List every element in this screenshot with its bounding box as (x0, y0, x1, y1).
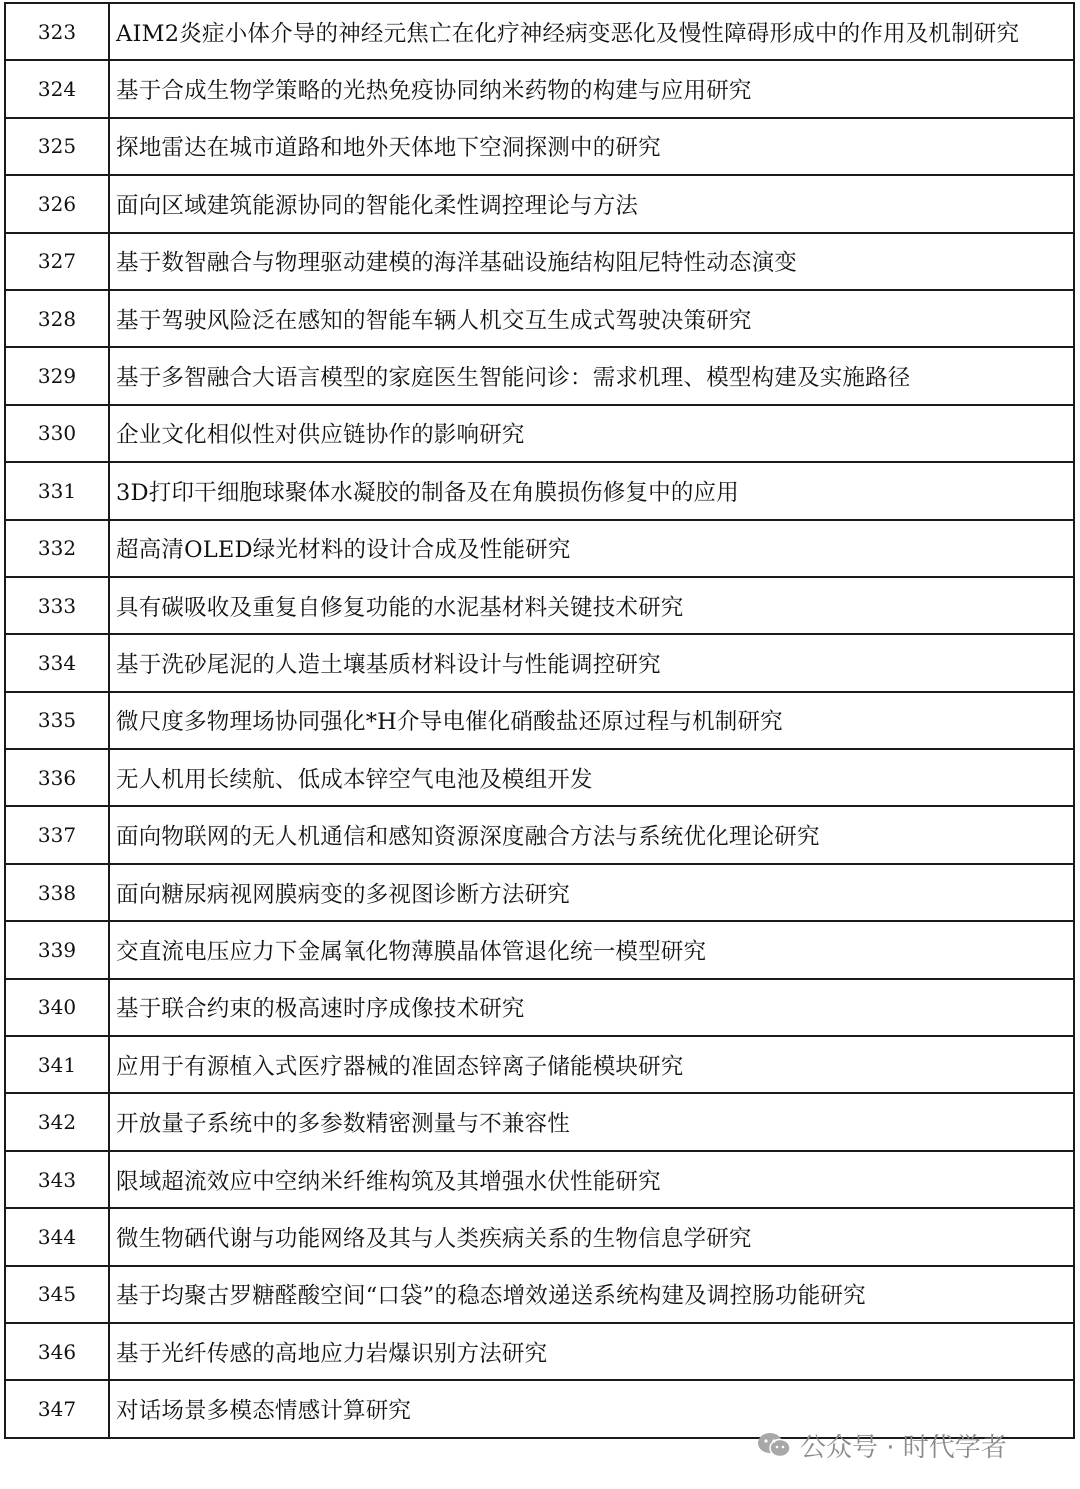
table-row (5, 1323, 1074, 1380)
project-title: 基于合成生物学策略的光热免疫协同纳米药物的构建与应用研究 (109, 60, 1074, 117)
row-number: 324 (5, 60, 109, 117)
project-title: 面向区域建筑能源协同的智能化柔性调控理论与方法 (109, 175, 1074, 232)
table-row (5, 1036, 1074, 1093)
project-title: 超高清OLED绿光材料的设计合成及性能研究 (109, 520, 1074, 577)
row-number: 347 (5, 1380, 109, 1437)
table-row (5, 806, 1074, 863)
project-title: 应用于有源植入式医疗器械的准固态锌离子储能模块研究 (109, 1036, 1074, 1093)
wechat-icon (756, 1431, 792, 1459)
project-title: 基于数智融合与物理驱动建模的海洋基础设施结构阻尼特性动态演变 (109, 233, 1074, 290)
row-number: 333 (5, 577, 109, 634)
table-row (5, 175, 1074, 232)
row-number: 343 (5, 1151, 109, 1208)
project-title: 基于洗砂尾泥的人造土壤基质材料设计与性能调控研究 (109, 634, 1074, 691)
project-title: 基于多智融合大语言模型的家庭医生智能问诊：需求机理、模型构建及实施路径 (109, 347, 1074, 404)
table-row (5, 347, 1074, 404)
row-number: 344 (5, 1208, 109, 1265)
table-row (5, 634, 1074, 691)
row-number: 332 (5, 520, 109, 577)
table-row (5, 577, 1074, 634)
table-row (5, 405, 1074, 462)
row-number: 328 (5, 290, 109, 347)
row-number: 337 (5, 806, 109, 863)
row-number: 339 (5, 921, 109, 978)
row-number: 326 (5, 175, 109, 232)
project-table (4, 2, 1075, 1439)
row-number: 335 (5, 692, 109, 749)
row-number: 336 (5, 749, 109, 806)
row-number: 329 (5, 347, 109, 404)
row-number: 345 (5, 1266, 109, 1323)
row-number: 340 (5, 979, 109, 1036)
table-row (5, 60, 1074, 117)
row-number: 330 (5, 405, 109, 462)
project-title: 探地雷达在城市道路和地外天体地下空洞探测中的研究 (109, 118, 1074, 175)
project-title: 企业文化相似性对供应链协作的影响研究 (109, 405, 1074, 462)
project-title: 开放量子系统中的多参数精密测量与不兼容性 (109, 1093, 1074, 1150)
watermark (756, 1429, 1007, 1461)
table-row (5, 3, 1074, 60)
row-number: 342 (5, 1093, 109, 1150)
row-number: 341 (5, 1036, 109, 1093)
project-title: 微生物硒代谢与功能网络及其与人类疾病关系的生物信息学研究 (109, 1208, 1074, 1265)
table-row (5, 118, 1074, 175)
table-row (5, 692, 1074, 749)
project-table-body (5, 3, 1074, 1438)
table-row (5, 233, 1074, 290)
table-row (5, 1093, 1074, 1150)
table-row (5, 1266, 1074, 1323)
project-title: 基于光纤传感的高地应力岩爆识别方法研究 (109, 1323, 1074, 1380)
table-row (5, 1208, 1074, 1265)
table-row (5, 749, 1074, 806)
row-number: 325 (5, 118, 109, 175)
row-number: 338 (5, 864, 109, 921)
project-title: 3D打印干细胞球聚体水凝胶的制备及在角膜损伤修复中的应用 (109, 462, 1074, 519)
project-title: 基于联合约束的极高速时序成像技术研究 (109, 979, 1074, 1036)
project-title: 无人机用长续航、低成本锌空气电池及模组开发 (109, 749, 1074, 806)
project-title: 具有碳吸收及重复自修复功能的水泥基材料关键技术研究 (109, 577, 1074, 634)
row-number: 323 (5, 3, 109, 60)
project-title: AIM2炎症小体介导的神经元焦亡在化疗神经病变恶化及慢性障碍形成中的作用及机制研究 (109, 3, 1074, 60)
row-number: 327 (5, 233, 109, 290)
project-title: 限域超流效应中空纳米纤维构筑及其增强水伏性能研究 (109, 1151, 1074, 1208)
watermark-text: 公众号 · 时代学者 (800, 1432, 1007, 1463)
project-title: 微尺度多物理场协同强化*H介导电催化硝酸盐还原过程与机制研究 (109, 692, 1074, 749)
table-row (5, 462, 1074, 519)
project-title: 面向糖尿病视网膜病变的多视图诊断方法研究 (109, 864, 1074, 921)
table-row (5, 864, 1074, 921)
row-number: 334 (5, 634, 109, 691)
project-title: 面向物联网的无人机通信和感知资源深度融合方法与系统优化理论研究 (109, 806, 1074, 863)
table-row (5, 921, 1074, 978)
row-number: 346 (5, 1323, 109, 1380)
project-title: 基于均聚古罗糖醛酸空间“口袋”的稳态增效递送系统构建及调控肠功能研究 (109, 1266, 1074, 1323)
project-title: 基于驾驶风险泛在感知的智能车辆人机交互生成式驾驶决策研究 (109, 290, 1074, 347)
table-row (5, 1151, 1074, 1208)
table-row (5, 290, 1074, 347)
table-row (5, 520, 1074, 577)
project-title: 对话场景多模态情感计算研究 (109, 1380, 1074, 1437)
project-title: 交直流电压应力下金属氧化物薄膜晶体管退化统一模型研究 (109, 921, 1074, 978)
table-row (5, 979, 1074, 1036)
row-number: 331 (5, 462, 109, 519)
